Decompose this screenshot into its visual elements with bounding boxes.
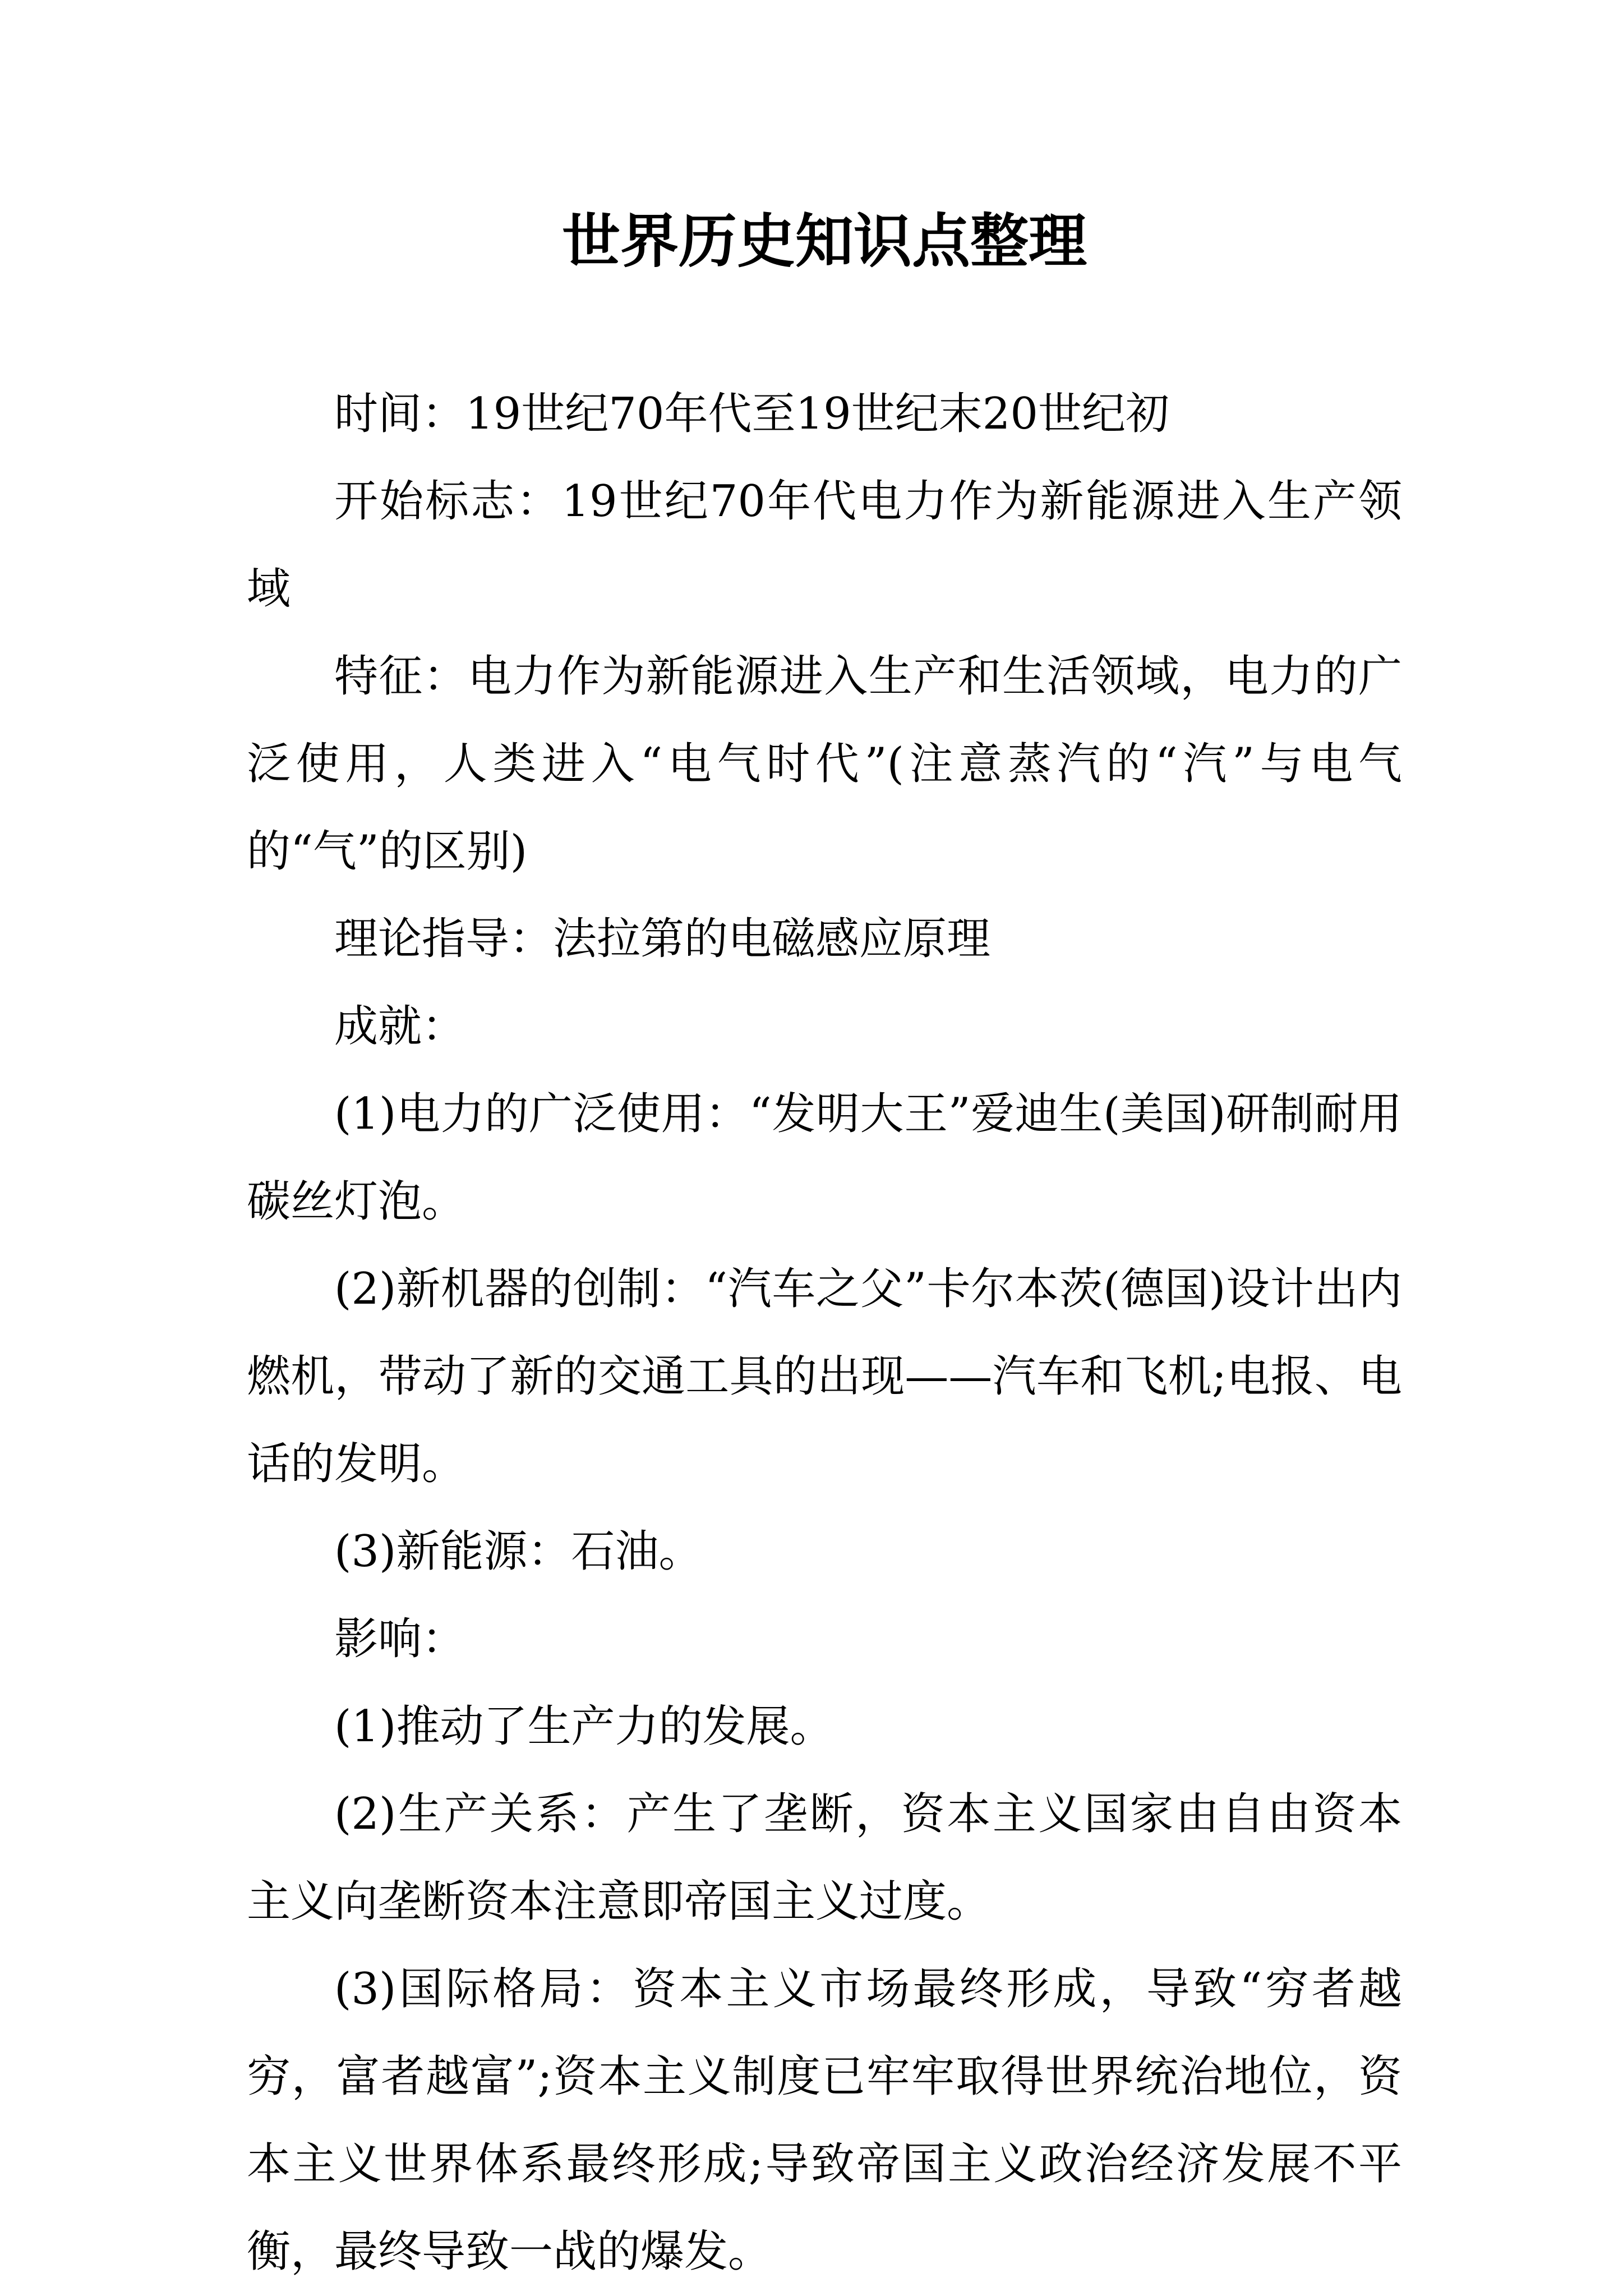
paragraph-start-sign: 开始标志：19世纪70年代电力作为新能源进入生产领域	[247, 476, 1402, 614]
paragraph-features: 特征：电力作为新能源进入生产和生活领域，电力的广泛使用，人类进入“电气时代”(注意蒸汽的“汽”与电气的“气”的区别)	[247, 651, 1402, 877]
paragraph-impact-heading: 影响：	[334, 1614, 466, 1664]
paragraph-achievement-2: (2)新机器的创制：“汽车之父”卡尔本茨(德国)设计出内燃机，带动了新的交通工具的出现——汽车和飞机;电报、电话的发明。	[247, 1264, 1402, 1489]
paragraph-achievements-heading: 成就：	[334, 1001, 466, 1052]
document-title: 世界历史知识点整理	[561, 206, 1087, 275]
paragraph-time: 时间：19世纪70年代至19世纪末20世纪初	[334, 389, 1170, 439]
paragraph-impact-1: (1)推动了生产力的发展。	[334, 1701, 834, 1752]
paragraph-achievement-3: (3)新能源：石油。	[334, 1526, 703, 1577]
paragraph-impact-2: (2)生产关系：产生了垄断，资本主义国家由自由资本主义向垄断资本注意即帝国主义过度。	[247, 1789, 1402, 1927]
paragraph-theory: 理论指导：法拉第的电磁感应原理	[334, 914, 991, 964]
paragraph-impact-3: (3)国际格局：资本主义市场最终形成，导致“穷者越穷，富者越富”;资本主义制度已牢牢取得世界统治地位，资本主义世界体系最终形成;导致帝国主义政治经济发展不平衡，最终导致一战的爆发。	[247, 1964, 1402, 2277]
paragraph-achievement-1: (1)电力的广泛使用：“发明大王”爱迪生(美国)研制耐用碳丝灯泡。	[247, 1089, 1402, 1227]
document-body	[247, 370, 1402, 2295]
